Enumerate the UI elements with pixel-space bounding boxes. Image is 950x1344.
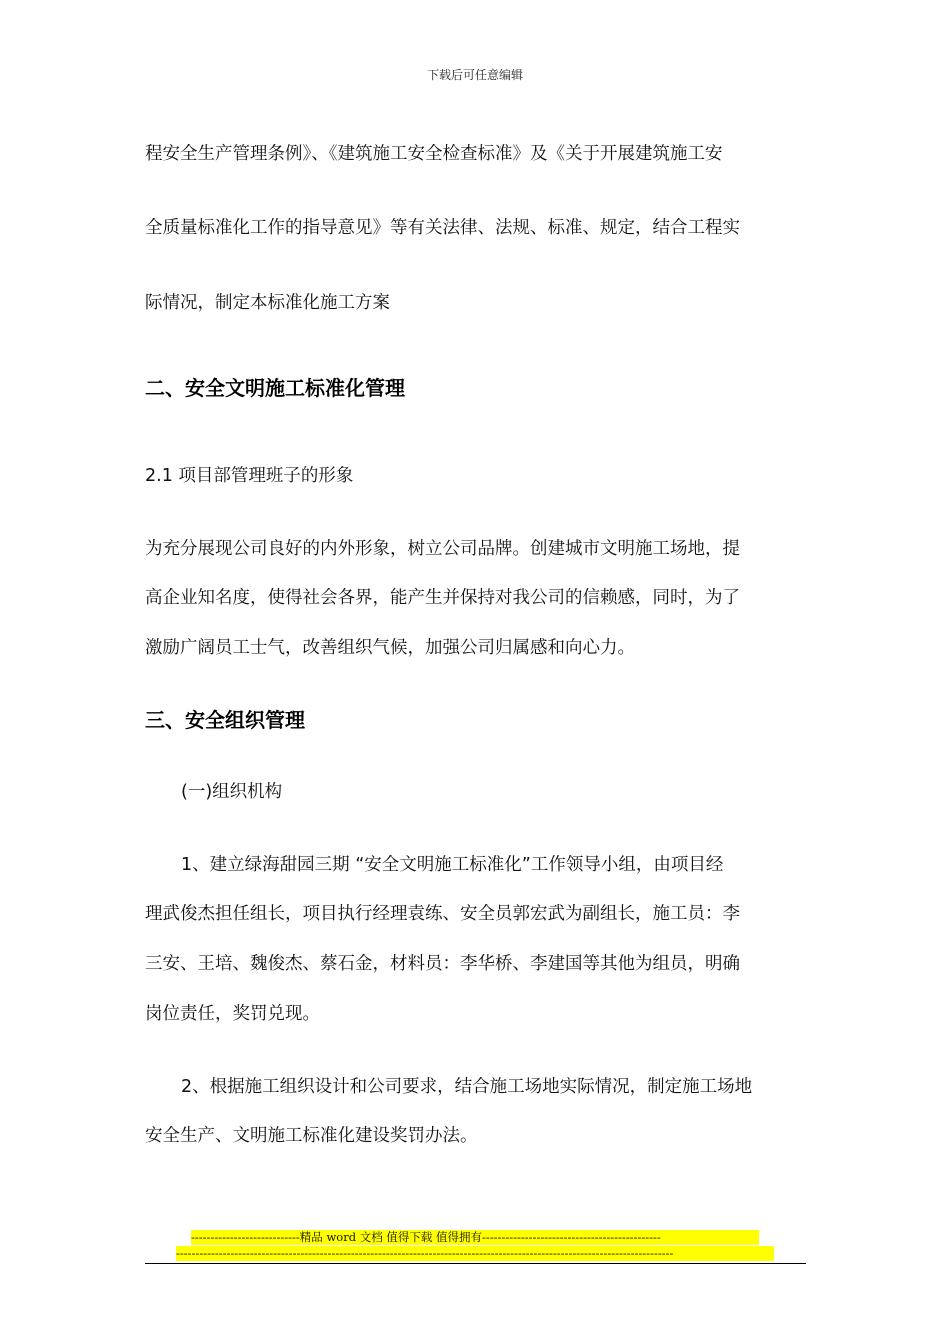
section-3-subheading: (一)组织机构 bbox=[181, 782, 283, 802]
section-2-para-line-2: 高企业知名度，使得社会各界，能产生并保持对我公司的信赖感，同时，为了 bbox=[145, 588, 740, 608]
section-2-heading: 二、安全文明施工标准化管理 bbox=[145, 376, 405, 400]
section-3-heading: 三、安全组织管理 bbox=[145, 708, 305, 732]
item-1-line-1: 1、建立绿海甜园三期 “安全文明施工标准化”工作领导小组，由项目经 bbox=[181, 855, 724, 875]
item-2-line-1: 2、根据施工组织设计和公司要求，结合施工场地实际情况，制定施工场地 bbox=[181, 1077, 753, 1097]
item-1-line-4: 岗位责任，奖罚兑现。 bbox=[145, 1004, 320, 1024]
intro-line-2: 全质量标准化工作的指导意见》等有关法律、法规、标准、规定，结合工程实 bbox=[145, 218, 740, 238]
header-note: 下载后可任意编辑 bbox=[426, 68, 523, 82]
footer-banner-bottom: -------------------------------------------------------------------------------------------------------------------------------- bbox=[176, 1246, 774, 1261]
item-1-line-2: 理武俊杰担任组长，项目执行经理袁练、安全员郭宏武为副组长，施工员：李 bbox=[145, 904, 740, 924]
section-2-para-line-1: 为充分展现公司良好的内外形象，树立公司品牌。创建城市文明施工场地，提 bbox=[145, 539, 740, 559]
item-1-line-3: 三安、王培、魏俊杰、蔡石金，材料员：李华桥、李建国等其他为组员，明确 bbox=[145, 954, 740, 974]
footer-rule bbox=[145, 1263, 806, 1264]
item-2-line-2: 安全生产、文明施工标准化建设奖罚办法。 bbox=[145, 1126, 478, 1146]
intro-line-3: 际情况，制定本标准化施工方案 bbox=[145, 293, 390, 313]
section-2-para-line-3: 激励广阔员工士气，改善组织气候，加强公司归属感和向心力。 bbox=[145, 638, 635, 658]
section-2-1-subheading: 2.1 项目部管理班子的形象 bbox=[145, 466, 354, 486]
footer-banner-top: ----------------------------精品 word 文档 值得下载 值得拥有---------------------------------------------- bbox=[191, 1230, 759, 1245]
intro-line-1: 程安全生产管理条例》、《建筑施工安全检查标准》及《关于开展建筑施工安 bbox=[145, 144, 723, 164]
